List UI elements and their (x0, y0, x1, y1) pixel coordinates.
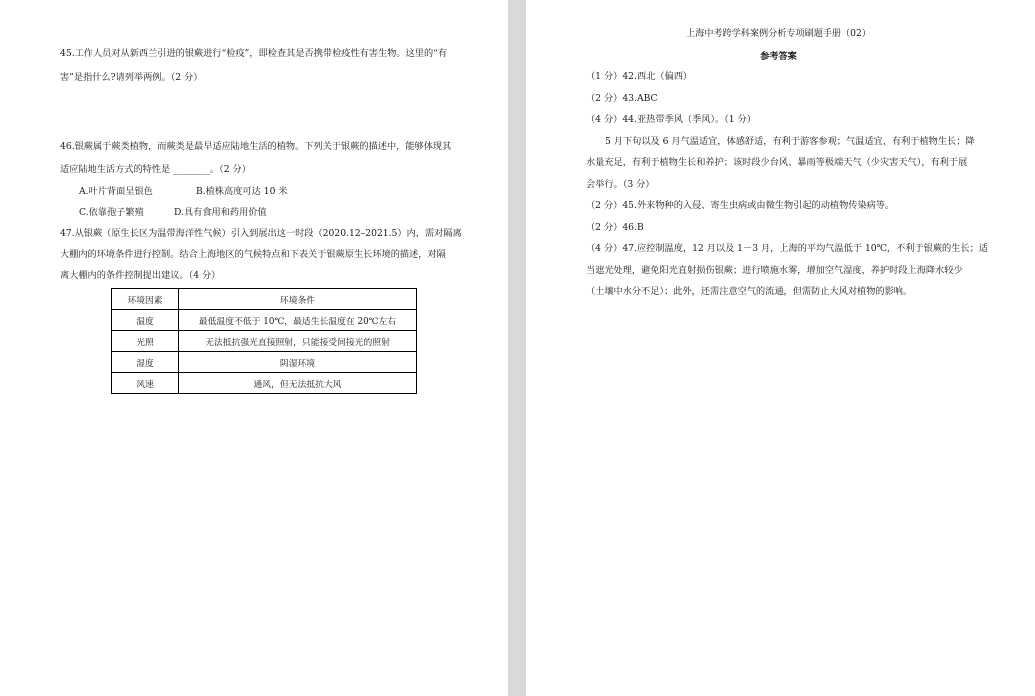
left-page (0, 0, 508, 696)
table-row (112, 373, 417, 394)
environment-table (111, 288, 417, 394)
answer-43: （2 分）43.ABC (586, 93, 658, 104)
table-cell: 温度 (112, 310, 179, 331)
table-cell: 阴湿环境 (179, 352, 417, 373)
table-header-row (112, 289, 417, 310)
table-cell: 无法抵抗强光直接照射，只能接受间接光的照射 (179, 331, 417, 352)
question-47-line-3: 离大棚内的条件控制提出建议。（4 分） (60, 270, 221, 281)
answer-47-line-1: （4 分）47.应控制温度，12 月以及 1－3 月，上海的平均气温低于 10℃，不利于银蕨的生长；适 (586, 243, 988, 254)
question-46-line-2: 适应陆地生活方式的特性是 ________。（2 分） (60, 164, 251, 175)
table-cell: 风速 (112, 373, 179, 394)
answer-47-line-2: 当遮光处理，避免阳光直射损伤银蕨；进行喷施水雾，增加空气湿度，养护时段上海降水较少 (586, 265, 963, 276)
answer-44-paragraph-line-3: 会举行。（3 分） (586, 179, 655, 190)
answer-45: （2 分）45.外来物种的入侵、寄生虫病或由微生物引起的动植物传染病等。 (586, 200, 895, 211)
answer-44-paragraph-line-2: 水量充足，有利于植物生长和养护；该时段少台风、暴雨等极端天气（少灾害天气），有利于展 (586, 157, 968, 168)
answer-46: （2 分）46.B (586, 222, 644, 233)
table-header-cell: 环境条件 (179, 289, 417, 310)
table-header-cell: 环境因素 (112, 289, 179, 310)
question-46-line-1: 46.银蕨属于蕨类植物，而蕨类是最早适应陆地生活的植物。下列关于银蕨的描述中，能够体现其 (60, 141, 452, 152)
answer-44-paragraph-line-1: 5 月下旬以及 6 月气温适宜，体感舒适，有利于游客参观；气温适宜，有利于植物生长；降 (605, 136, 975, 147)
question-46-option-c: C.依靠孢子繁殖 (79, 207, 144, 218)
table-cell: 最低温度不低于 10℃，最适生长温度在 20℃左右 (179, 310, 417, 331)
right-page (526, 0, 1035, 696)
table-row (112, 352, 417, 373)
question-46-option-d: D.具有食用和药用价值 (174, 207, 267, 218)
table-cell: 湿度 (112, 352, 179, 373)
question-45-line-2: 害”是指什么?请列举两例。（2 分） (60, 72, 203, 83)
question-47-line-2: 大棚内的环境条件进行控制。结合上海地区的气候特点和下表关于银蕨原生长环境的描述，对隔 (60, 249, 446, 260)
answer-44: （4 分）44.亚热带季风（季风）。（1 分） (586, 114, 756, 125)
question-47-line-1: 47.从银蕨（原生长区为温带海洋性气候）引入到展出这一时段（2020.12–2021.5）内，需对隔离 (60, 228, 462, 239)
question-46-option-b: B.植株高度可达 10 米 (196, 186, 288, 197)
document-header: 上海中考跨学科案例分析专项刷题手册（02） (686, 28, 871, 39)
table-row (112, 331, 417, 352)
question-45-line-1: 45.工作人员对从新西兰引进的银蕨进行“检疫”，即检查其是否携带检疫性有害生物。这里的“有 (60, 48, 448, 59)
question-46-option-a: A.叶片背面呈银色 (79, 186, 153, 197)
table-cell: 通风，但无法抵抗大风 (179, 373, 417, 394)
table-row (112, 310, 417, 331)
table-cell: 光照 (112, 331, 179, 352)
answer-42: （1 分）42.西北（偏西） (586, 71, 693, 82)
answer-title: 参考答案 (760, 51, 797, 62)
answer-47-line-3: （土壤中水分不足）；此外，还需注意空气的流通，但需防止大风对植物的影响。 (586, 286, 913, 297)
